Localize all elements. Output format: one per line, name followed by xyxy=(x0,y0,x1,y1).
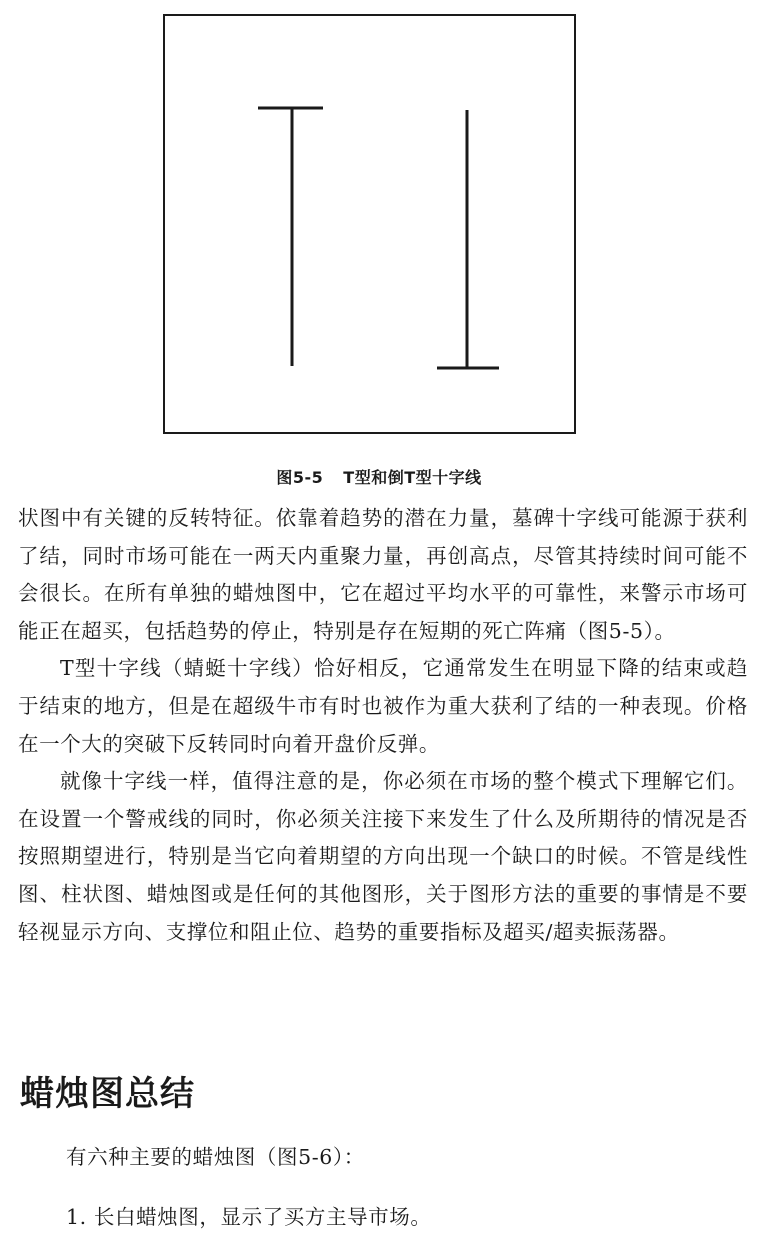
section-heading: 蜡烛图总结 xyxy=(20,1074,195,1114)
paragraph-3: 就像十字线一样，值得注意的是，你必须在市场的整个模式下理解它们。在设置一个警戒线的同时，你必须关注接下来发生了什么及所期待的情况是否按照期望进行，特别是当它向着期望的方向出现一个缺口的时候。不管是线性图、柱状图、蜡烛图或是任何的其他图形，关于图形方法的重要的事情是不要轻视显示方向、支撑位和阻止位、趋势的重要指标及超买/超卖振荡器。 xyxy=(18,769,748,944)
list-intro: 有六种主要的蜡烛图（图5-6）： xyxy=(66,1145,365,1169)
figure-5-5-frame xyxy=(163,14,576,434)
figure-number: 图5-5 xyxy=(276,468,324,487)
paragraph-2: T型十字线（蜻蜓十字线）恰好相反，它通常发生在明显下降的结束或趋于结束的地方，但是在超级牛市有时也被作为重大获利了结的一种表现。价格在一个大的突破下反转同时向着开盘价反弹。 xyxy=(18,656,748,756)
list-item: 1. 长白蜡烛图，显示了买方主导市场。 xyxy=(66,1205,432,1229)
t-cross-illustration xyxy=(165,16,574,432)
body-text xyxy=(18,500,748,951)
figure-title: T型和倒T型十字线 xyxy=(343,468,482,487)
figure-caption xyxy=(0,465,758,488)
paragraph-1: 状图中有关键的反转特征。依靠着趋势的潜在力量，墓碑十字线可能源于获利了结，同时市场可能在一两天内重聚力量，再创高点，尽管其持续时间可能不会很长。在所有单独的蜡烛图中，它在超过平均水平的可靠性，来警示市场可能正在超买，包括趋势的停止，特别是存在短期的死亡阵痛（图5-5）。 xyxy=(18,506,748,643)
